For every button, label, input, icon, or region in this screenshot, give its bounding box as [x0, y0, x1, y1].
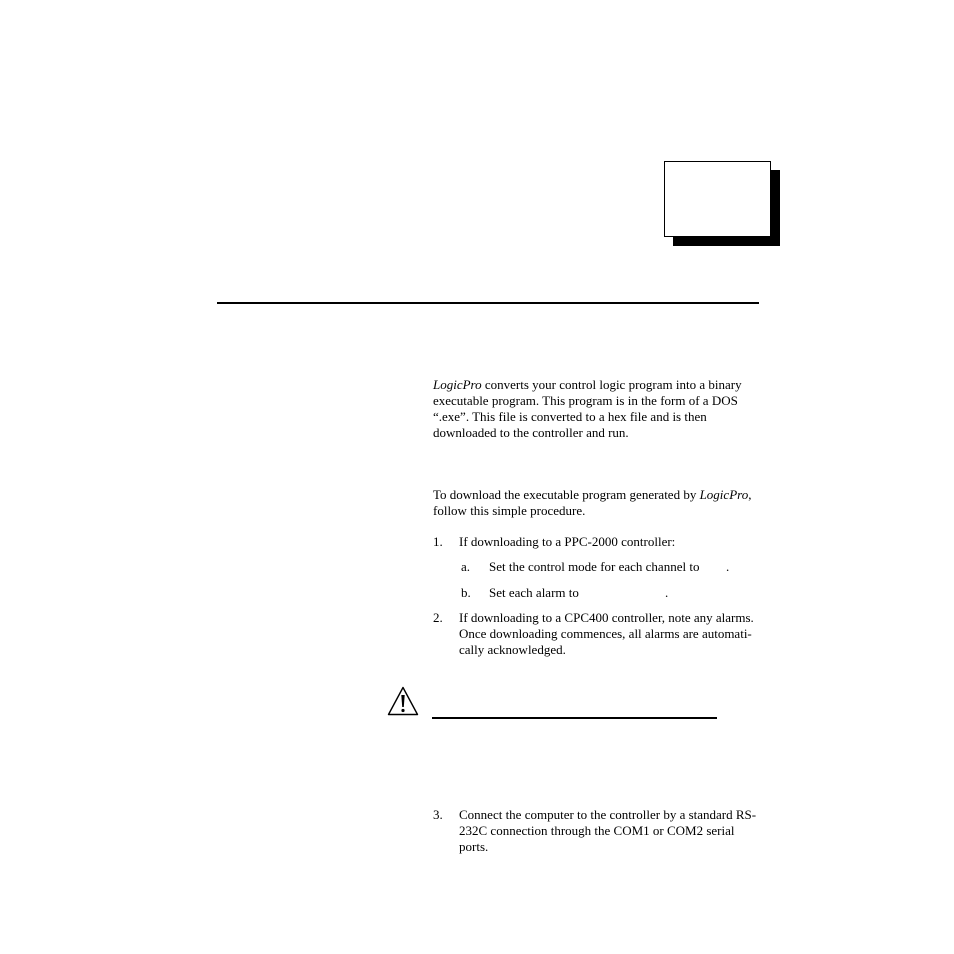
step-text: If downloading to a PPC-2000 controller: [459, 534, 676, 549]
substep-letter: a. [461, 559, 471, 574]
substep-text: Set the control mode for each channel to [489, 559, 700, 574]
substep-end: . [726, 559, 730, 574]
substep-text: Set each alarm to [489, 585, 579, 600]
procedure-intro-tail: , follow this simple procedure. [433, 487, 752, 518]
procedure-intro-lead: To download the executable program generated by [433, 487, 700, 502]
warning-rule [432, 717, 717, 719]
product-name: LogicPro [433, 377, 482, 392]
warning-triangle-icon [387, 686, 419, 716]
procedure-intro-paragraph [433, 487, 763, 519]
substep-letter: b. [461, 585, 471, 600]
step-text: If downloading to a CPC400 controller, note any alarms. Once downloading commences, all alarms are automati-cally acknowledged. [459, 610, 754, 657]
step-number: 2. [433, 610, 443, 625]
step-text: Connect the computer to the controller by a standard RS-232C connection through the COM1 or COM2 serial ports. [459, 807, 757, 854]
intro-paragraph [433, 377, 763, 441]
section-rule [217, 302, 759, 304]
product-name: LogicPro [699, 487, 749, 502]
step-number: 1. [433, 534, 443, 549]
substep-end: . [665, 585, 669, 600]
chapter-tab-box [664, 161, 771, 237]
intro-text: converts your control logic program into a binary executable program. This program is in the form of a DOS “.exe”. This file is converted to a hex file and is then downloaded to the controller and run. [433, 377, 742, 440]
step-number: 3. [433, 807, 443, 822]
